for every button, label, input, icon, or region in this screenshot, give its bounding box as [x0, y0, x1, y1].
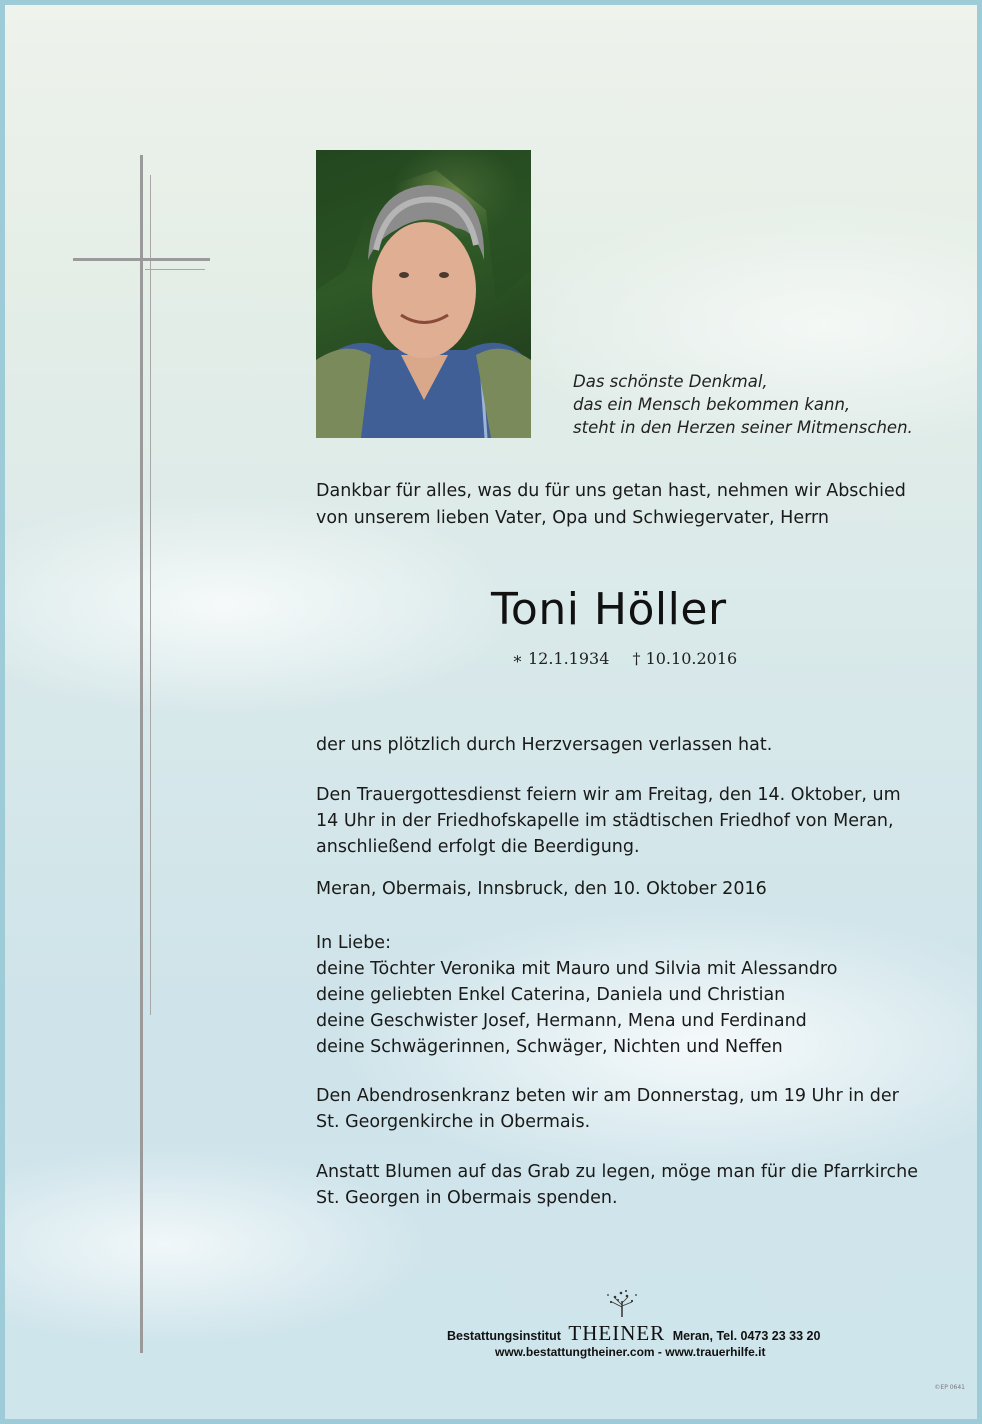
paragraph-line: deine Schwägerinnen, Schwäger, Nichten und Neffen	[316, 1037, 783, 1057]
paragraph-line: Meran, Obermais, Innsbruck, den 10. Oktober 2016	[316, 879, 767, 899]
paragraph-line: In Liebe:	[316, 933, 391, 953]
intro-line: von unserem lieben Vater, Opa und Schwiegervater, Herrn	[316, 508, 829, 528]
cross-horizontal-bar	[73, 258, 210, 261]
paragraph-rosary	[316, 1083, 899, 1135]
paragraph-place-date	[316, 876, 767, 902]
intro-text	[316, 478, 906, 532]
quote-line: steht in den Herzen seiner Mitmenschen.	[573, 418, 913, 437]
paragraph-line: Anstatt Blumen auf das Grab zu legen, möge man für die Pfarrkirche	[316, 1162, 918, 1182]
cross-horizontal-thin-bar	[145, 269, 205, 270]
death-date: † 10.10.2016	[632, 649, 738, 668]
paragraph-service	[316, 782, 901, 860]
footer-contact: Meran, Tel. 0473 23 33 20	[672, 1329, 821, 1343]
paragraph-line: der uns plötzlich durch Herzversagen verlassen hat.	[316, 735, 773, 755]
tree-logo-icon	[597, 1287, 647, 1317]
footer-brand: THEINER	[568, 1321, 666, 1345]
paragraph-mourners	[316, 930, 837, 1060]
quote-line: Das schönste Denkmal,	[573, 372, 768, 391]
deceased-name: Toni Höller	[491, 584, 727, 635]
paragraph-line: anschließend erfolgt die Beerdigung.	[316, 837, 640, 857]
portrait-photo	[316, 150, 531, 438]
document-code: ©EP 0641	[934, 1384, 965, 1391]
footer-web-links: www.bestattungtheiner.com - www.trauerhilfe.it	[495, 1345, 766, 1359]
paragraph-donation	[316, 1159, 918, 1211]
portrait-illustration	[316, 150, 531, 438]
paragraph-line: deine Geschwister Josef, Hermann, Mena und Ferdinand	[316, 1011, 807, 1031]
intro-line: Dankbar für alles, was du für uns getan hast, nehmen wir Abschied	[316, 481, 906, 501]
footer-prefix: Bestattungsinstitut	[447, 1329, 561, 1343]
footer-contact-line	[447, 1321, 820, 1346]
quote-line: das ein Mensch bekommen kann,	[573, 395, 851, 414]
paragraph-line: 14 Uhr in der Friedhofskapelle im städtischen Friedhof von Meran,	[316, 811, 894, 831]
memorial-quote	[573, 370, 933, 439]
birth-date: ∗ 12.1.1934	[512, 649, 610, 668]
life-dates	[512, 649, 755, 668]
paragraph-line: deine Töchter Veronika mit Mauro und Silvia mit Alessandro	[316, 959, 838, 979]
paragraph-line: Den Abendrosenkranz beten wir am Donnerstag, um 19 Uhr in der	[316, 1086, 899, 1106]
paragraph-line: St. Georgenkirche in Obermais.	[316, 1112, 591, 1132]
paragraph-line: St. Georgen in Obermais spenden.	[316, 1188, 618, 1208]
cross-vertical-thin-bar	[150, 175, 151, 1015]
paragraph-cause	[316, 732, 772, 758]
paragraph-line: Den Trauergottesdienst feiern wir am Freitag, den 14. Oktober, um	[316, 785, 901, 805]
paragraph-line: deine geliebten Enkel Caterina, Daniela und Christian	[316, 985, 786, 1005]
cross-vertical-bar	[140, 155, 143, 1353]
